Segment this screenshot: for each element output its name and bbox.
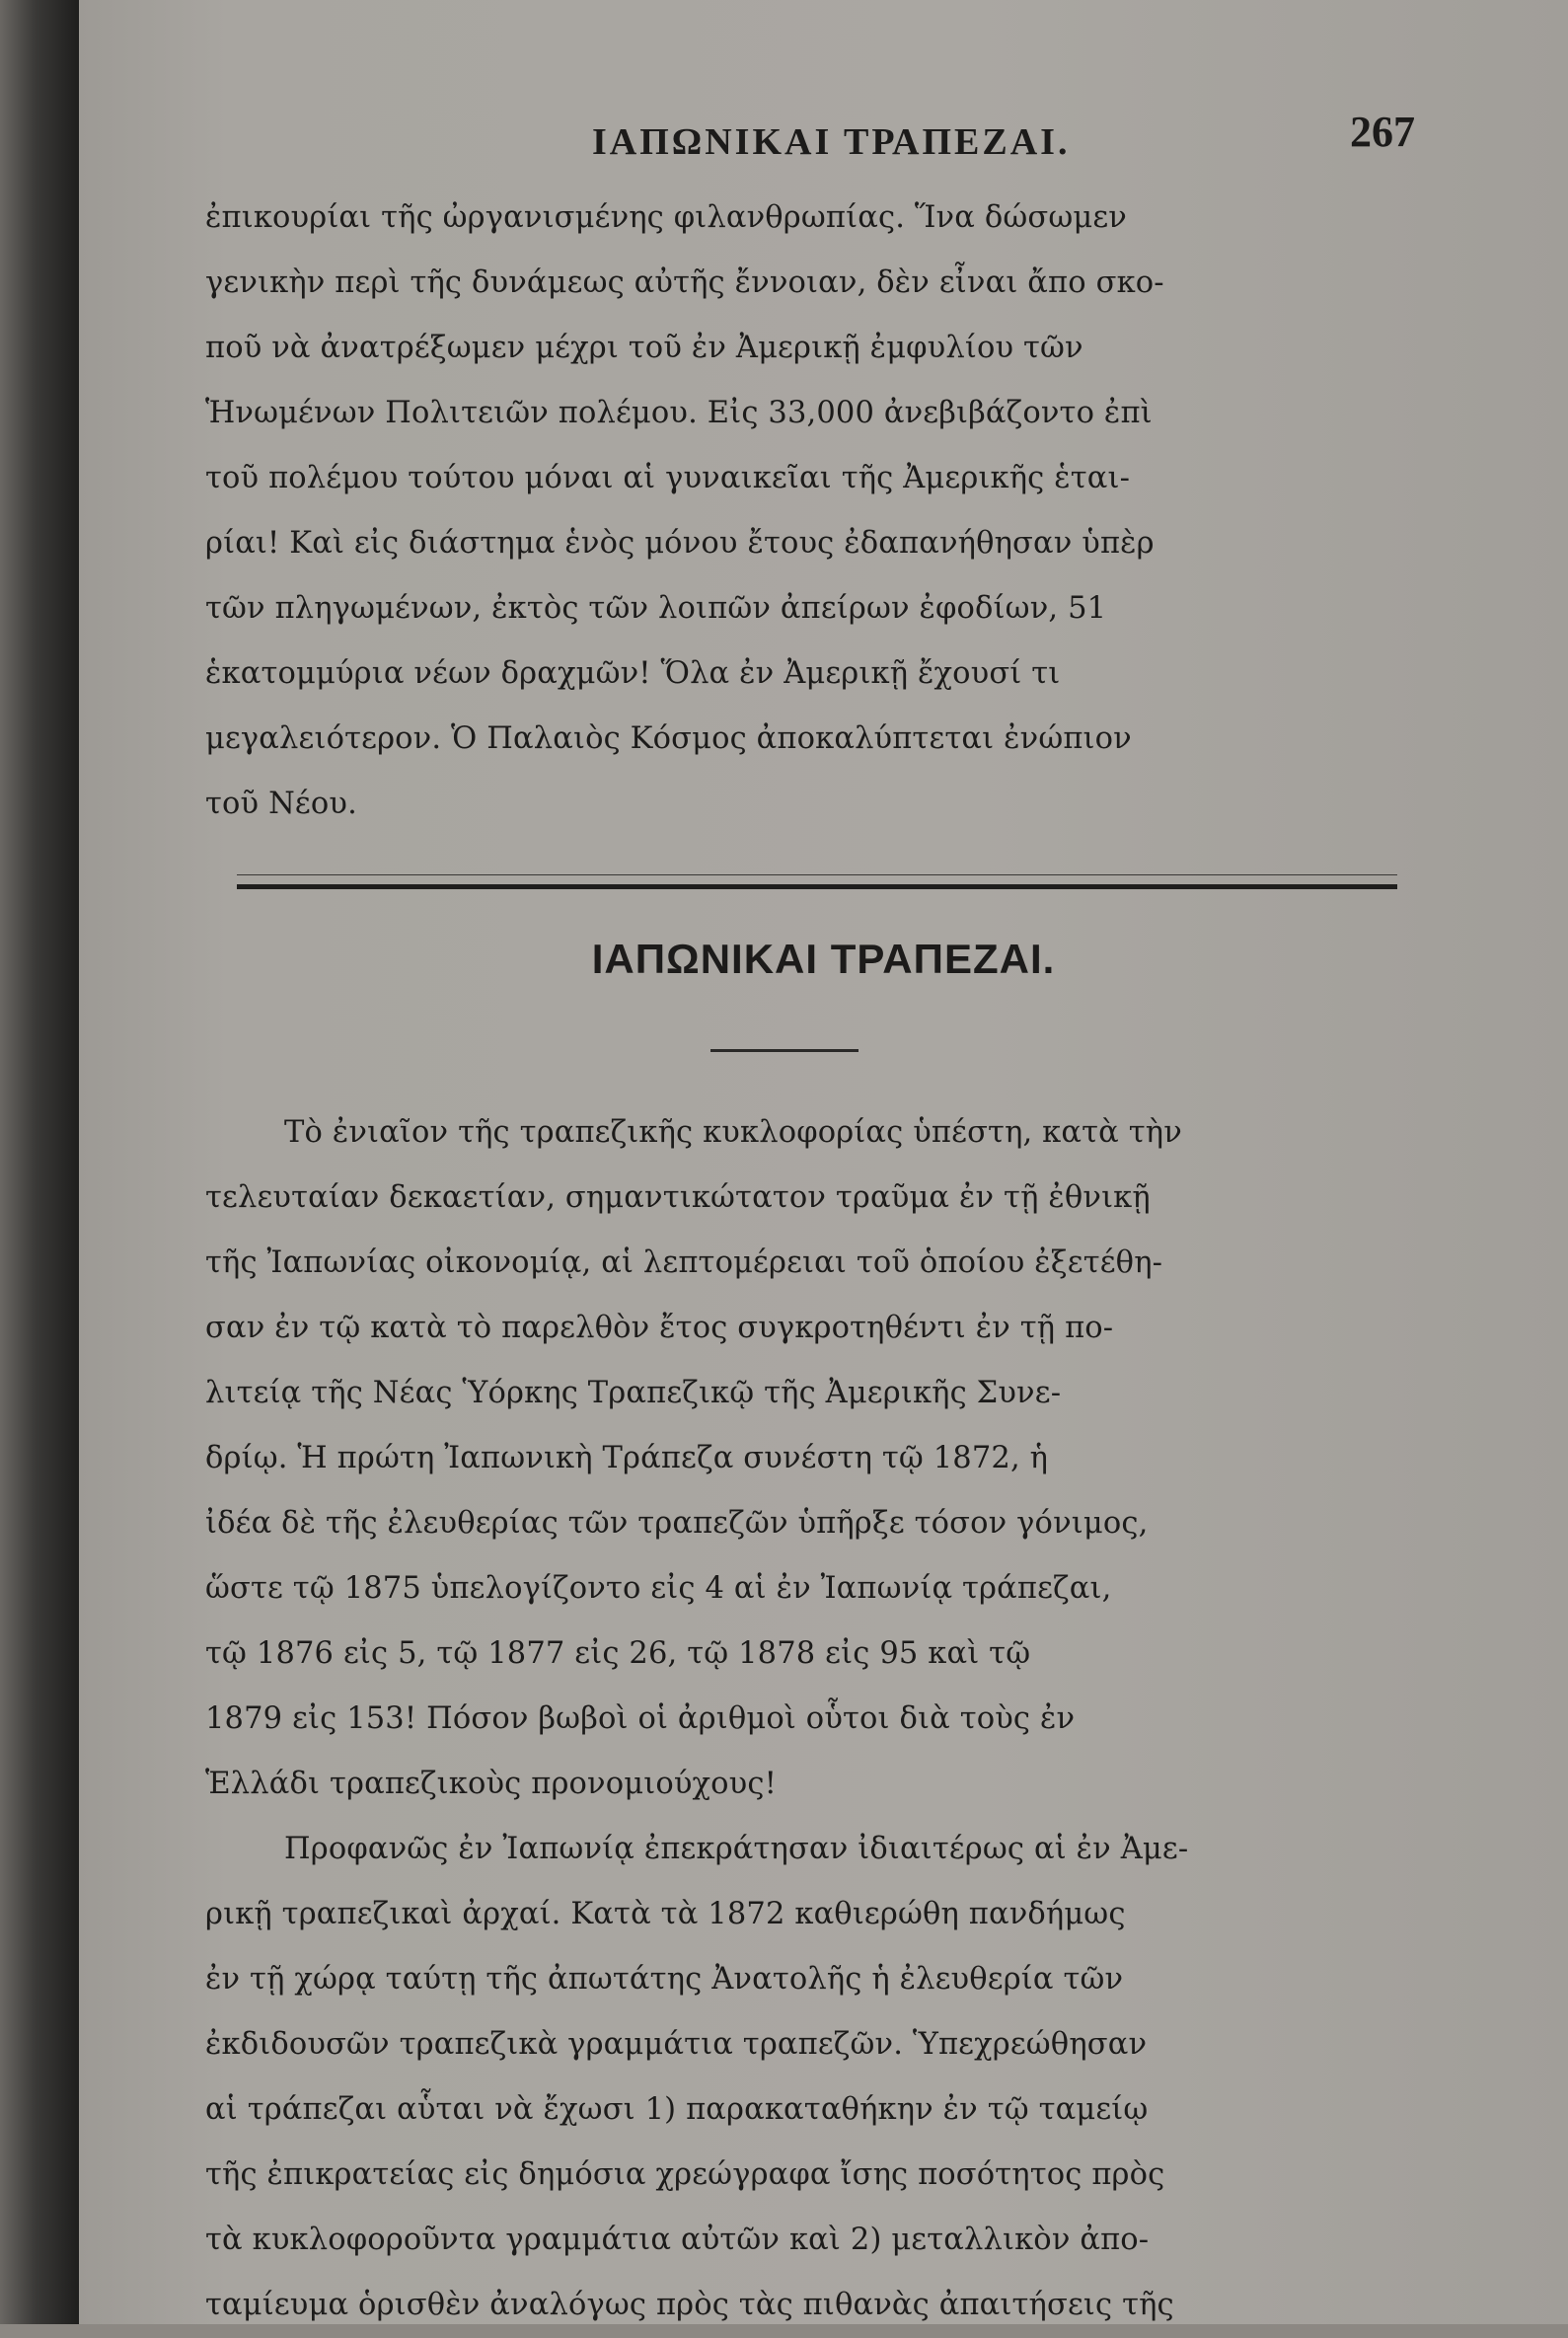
text-line: ρικῇ τραπεζικαὶ ἀρχαί. Κατὰ τὰ 1872 καθιερώθη πανδήμως bbox=[205, 1897, 1126, 1931]
text-line: μεγαλειότερον. Ὁ Παλαιὸς Κόσμος ἀποκαλύπτεται ἐνώπιον bbox=[205, 721, 1132, 756]
text-line: Τὸ ἐνιαῖον τῆς τραπεζικῆς κυκλοφορίας ὑπέστη, κατὰ τὴν bbox=[284, 1115, 1182, 1150]
section-paragraph-2 bbox=[205, 1817, 1417, 2338]
book-spine-shadow bbox=[0, 0, 79, 2324]
text-line: τῷ 1876 εἰς 5, τῷ 1877 εἰς 26, τῷ 1878 εἰς 95 καὶ τῷ bbox=[205, 1636, 1031, 1671]
text-line: τοῦ Νέου. bbox=[205, 787, 357, 821]
text-line: δρίῳ. Ἡ πρώτη Ἰαπωνικὴ Τράπεζα συνέστη τῷ 1872, ἡ bbox=[205, 1441, 1049, 1475]
text-line: ταμίευμα ὁρισθὲν ἀναλόγως πρὸς τὰς πιθανὰς ἀπαιτήσεις τῆς bbox=[205, 2288, 1174, 2322]
text-line: ὥστε τῷ 1875 ὑπελογίζοντο εἰς 4 αἱ ἐν Ἰαπωνίᾳ τράπεζαι, bbox=[205, 1571, 1112, 1606]
text-line: τελευταίαν δεκαετίαν, σημαντικώτατον τραῦμα ἐν τῇ ἐθνικῇ bbox=[205, 1180, 1151, 1215]
text-line: τὰ κυκλοφοροῦντα γραμμάτια αὐτῶν καὶ 2) μεταλλικὸν ἀπο- bbox=[205, 2223, 1150, 2257]
section-paragraph-1 bbox=[205, 1100, 1417, 1817]
text-line: ἐν τῇ χώρᾳ ταύτῃ τῆς ἀπωτάτης Ἀνατολῆς ἡ ἐλευθερία τῶν bbox=[205, 1962, 1124, 1997]
text-line: γενικὴν περὶ τῆς δυνάμεως αὐτῆς ἔννοιαν, δὲν εἶναι ἄπο σκο- bbox=[205, 265, 1164, 300]
text-line: ποῦ νὰ ἀνατρέξωμεν μέχρι τοῦ ἐν Ἀμερικῇ ἐμφυλίου τῶν bbox=[205, 331, 1083, 365]
text-line: τοῦ πολέμου τούτου μόναι αἱ γυναικεῖαι τῆς Ἀμερικῆς ἑται- bbox=[205, 461, 1131, 495]
running-title: ΙΑΠΩΝΙΚΑΙ ΤΡΑΠΕΖΑΙ. bbox=[592, 121, 1071, 163]
text-line: Ἑλλάδι τραπεζικοὺς προνομιούχους! bbox=[205, 1767, 778, 1801]
page-number: 267 bbox=[1350, 108, 1415, 156]
text-line: αἱ τράπεζαι αὗται νὰ ἔχωσι 1) παρακαταθήκην ἐν τῷ ταμείῳ bbox=[205, 2092, 1149, 2127]
text-line: τῆς Ἰαπωνίας οἰκονομίᾳ, αἱ λεπτομέρειαι τοῦ ὁποίου ἐξετέθη- bbox=[205, 1245, 1163, 1280]
text-line: τῆς ἐπικρατείας εἰς δημόσια χρεώγραφα ἴσης ποσότητος πρὸς bbox=[205, 2157, 1165, 2192]
text-line: Προφανῶς ἐν Ἰαπωνίᾳ ἐπεκράτησαν ἰδιαιτέρως αἱ ἐν Ἀμε- bbox=[284, 1832, 1189, 1866]
top-paragraph bbox=[205, 186, 1417, 837]
text-line: ρίαι! Καὶ εἰς διάστημα ἑνὸς μόνου ἔτους ἐδαπανήθησαν ὑπὲρ bbox=[205, 526, 1155, 561]
title-underline-rule bbox=[710, 1049, 859, 1052]
page-header bbox=[266, 107, 1415, 166]
section-separator-rule bbox=[237, 884, 1397, 889]
text-line: ἰδέα δὲ τῆς ἐλευθερίας τῶν τραπεζῶν ὑπῆρξε τόσον γόνιμος, bbox=[205, 1506, 1149, 1541]
text-line: Ἡνωμένων Πολιτειῶν πολέμου. Εἰς 33,000 ἀνεβιβάζοντο ἐπὶ bbox=[205, 396, 1153, 430]
text-line: 1879 εἰς 153! Πόσον βωβοὶ οἱ ἀριθμοὶ οὗτοι διὰ τοὺς ἐν bbox=[205, 1701, 1076, 1736]
text-line: ἐπικουρίαι τῆς ὠργανισμένης φιλανθρωπίας. Ἵνα δώσωμεν bbox=[205, 200, 1127, 235]
text-line: τῶν πληγωμένων, ἐκτὸς τῶν λοιπῶν ἀπείρων ἐφοδίων, 51 bbox=[205, 591, 1107, 626]
text-line: σαν ἐν τῷ κατὰ τὸ παρελθὸν ἔτος συγκροτηθέντι ἐν τῇ πο- bbox=[205, 1311, 1114, 1345]
book-page bbox=[79, 0, 1568, 2324]
text-line: ἑκατομμύρια νέων δραχμῶν! Ὅλα ἐν Ἀμερικῇ ἔχουσί τι bbox=[205, 656, 1061, 691]
section-title: ΙΑΠΩΝΙΚΑΙ ΤΡΑΠΕΖΑΙ. bbox=[591, 936, 1056, 982]
text-line: λιτείᾳ τῆς Νέας Ὑόρκης Τραπεζικῷ τῆς Ἀμερικῆς Συνε- bbox=[205, 1376, 1062, 1410]
text-line: ἐκδιδουσῶν τραπεζικὰ γραμμάτια τραπεζῶν. Ὑπεχρεώθησαν bbox=[205, 2027, 1148, 2062]
